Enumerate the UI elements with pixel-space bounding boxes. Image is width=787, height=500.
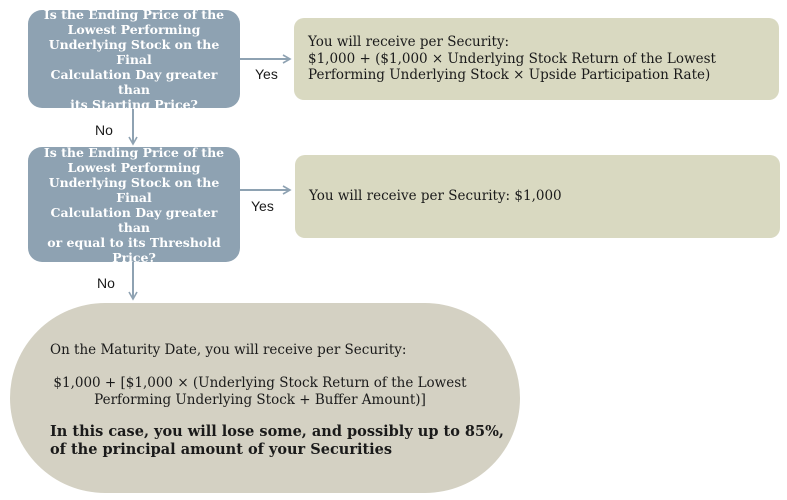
decision-box-threshold-price	[28, 144, 240, 265]
decision-box-starting-price	[28, 6, 240, 112]
yes-label-2: Yes	[251, 198, 274, 214]
no-label-2: No	[97, 275, 115, 291]
question1-line: Underlying Stock on the Final	[48, 36, 220, 67]
final-intro-text: On the Maturity Date, you will receive per Security:	[50, 342, 407, 358]
final-formula-line: Performing Underlying Stock + Buffer Amount)]	[94, 391, 426, 408]
question2-line: Underlying Stock on the Final	[48, 174, 220, 205]
question1-line: its Starting Price?	[70, 96, 198, 112]
final-warning	[50, 423, 504, 459]
yes-label-1: Yes	[255, 66, 278, 82]
no-label-1: No	[95, 122, 113, 138]
question2-line: Calculation Day greater than	[50, 204, 218, 235]
final-formula	[50, 375, 470, 409]
result-box-principal	[295, 155, 780, 238]
question2-line: Price?	[112, 249, 156, 265]
result1-line: You will receive per Security:	[308, 33, 510, 50]
result1-line: $1,000 + ($1,000 × Underlying Stock Return of the Lowest	[308, 50, 716, 67]
result-box-upside-return	[294, 18, 779, 100]
result2-line: You will receive per Security: $1,000	[309, 188, 562, 205]
result1-line: Performing Underlying Stock × Upside Participation Rate)	[308, 67, 711, 84]
final-warning-line: of the principal amount of your Securities	[50, 441, 393, 459]
question2-line: Is the Ending Price of the	[43, 144, 225, 160]
question1-line: Is the Ending Price of the	[43, 6, 225, 22]
question1-line: Lowest Performing	[67, 21, 201, 37]
final-warning-line: In this case, you will lose some, and possibly up to 85%,	[50, 423, 504, 440]
question2-line: or equal to its Threshold	[47, 234, 221, 250]
question2-line: Lowest Performing	[67, 159, 201, 175]
final-formula-line: $1,000 + [$1,000 × (Underlying Stock Return of the Lowest	[53, 375, 467, 391]
question1-line: Calculation Day greater than	[50, 66, 218, 97]
